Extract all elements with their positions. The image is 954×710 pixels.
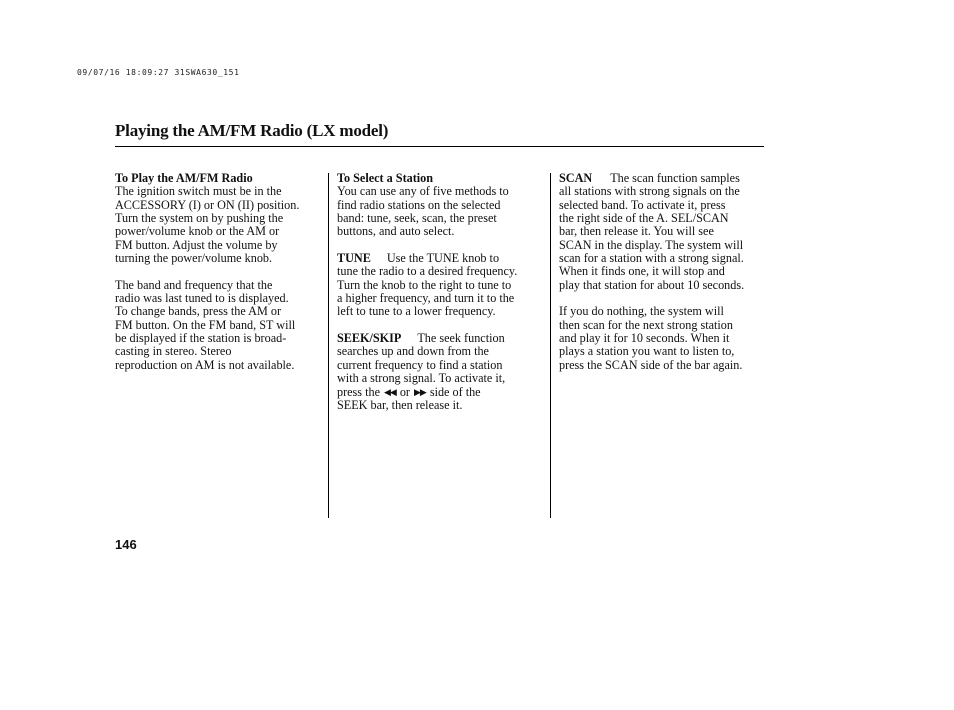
text-line: and play it for 10 seconds. When it [559,331,730,346]
page-number: 146 [115,537,137,552]
print-stamp: 09/07/16 18:09:27 31SWA630_151 [77,68,240,77]
title-rule [115,146,764,147]
text-line: reproduction on AM is not available. [115,357,295,372]
text-line: You can use any of five methods to [337,184,509,199]
text-fragment: or [399,384,410,399]
text-line: SCAN in the display. The system will [559,237,744,252]
text-line: a higher frequency, and turn it to the [337,291,515,306]
text-line: bar, then release it. You will see [559,224,714,239]
text-line: FM button. On the FM band, ST will [115,317,296,332]
text-line: Turn the knob to the right to tune to [337,277,512,292]
paragraph-tune [337,252,547,319]
text-line: find radio stations on the selected [337,197,501,212]
text-line: play that station for about 10 seconds. [559,277,745,292]
paragraph [115,279,325,372]
text-line: radio was last tuned to is displayed. [115,291,289,306]
text-line: The seek function [417,331,505,346]
page-title: Playing the AM/FM Radio (LX model) [115,121,389,140]
text-line: SEEK bar, then release it. [337,397,463,412]
text-line: band: tune, seek, scan, the preset [337,211,497,226]
section-heading: To Play the AM/FM Radio [115,171,253,185]
text-line: When it finds one, it will stop and [559,264,725,279]
paragraph [337,185,547,238]
text-line: all stations with strong signals on the [559,184,740,199]
text-line: FM button. Adjust the volume by [115,237,278,252]
text-line: tune the radio to a desired frequency. [337,264,518,279]
text-line: The ignition switch must be in the [115,184,282,199]
text-line: To change bands, press the AM or [115,304,282,319]
skip-back-icon: ◀◀ [383,386,396,397]
skip-forward-icon: ▶▶ [413,386,426,397]
text-line: selected band. To activate it, press [559,197,726,212]
term-label: SCAN [559,171,593,185]
text-line: press the SCAN side of the bar again. [559,357,743,372]
text-line: the right side of the A. SEL/SCAN [559,211,729,226]
text-line: The scan function samples [610,171,740,185]
text-line: scan for a station with a strong signal. [559,251,744,266]
column-divider [328,173,329,518]
text-line: then scan for the next strong station [559,317,733,332]
column-scan [559,172,771,386]
text-line: turning the power/volume knob. [115,251,273,266]
text-line: casting in stereo. Stereo [115,344,232,359]
text-line: The band and frequency that the [115,277,273,292]
paragraph-scan [559,172,771,292]
text-line: Use the TUNE knob to [386,251,500,266]
paragraph-seek [337,332,547,412]
section-heading: To Select a Station [337,171,434,185]
text-line: be displayed if the station is broad- [115,331,287,346]
text-line: plays a station you want to listen to, [559,344,735,359]
text-line: searches up and down from the [337,344,489,359]
text-fragment: press the [337,384,380,399]
text-line: buttons, and auto select. [337,224,455,239]
paragraph [559,305,771,372]
column-select-station [337,172,547,426]
text-line: left to tune to a lower frequency. [337,304,496,319]
term-label: TUNE [337,251,371,266]
term-label: SEEK/SKIP [337,331,402,346]
text-line: with a strong signal. To activate it, [337,371,506,386]
column-divider [550,173,551,518]
text-line: Turn the system on by pushing the [115,211,284,226]
text-fragment: side of the [429,384,481,399]
text-line: ACCESSORY (I) or ON (II) position. [115,197,300,212]
column-play-radio [115,172,325,386]
text-line: power/volume knob or the AM or [115,224,280,239]
paragraph [115,185,325,265]
text-line: If you do nothing, the system will [559,304,724,319]
text-line: current frequency to find a station [337,357,503,372]
